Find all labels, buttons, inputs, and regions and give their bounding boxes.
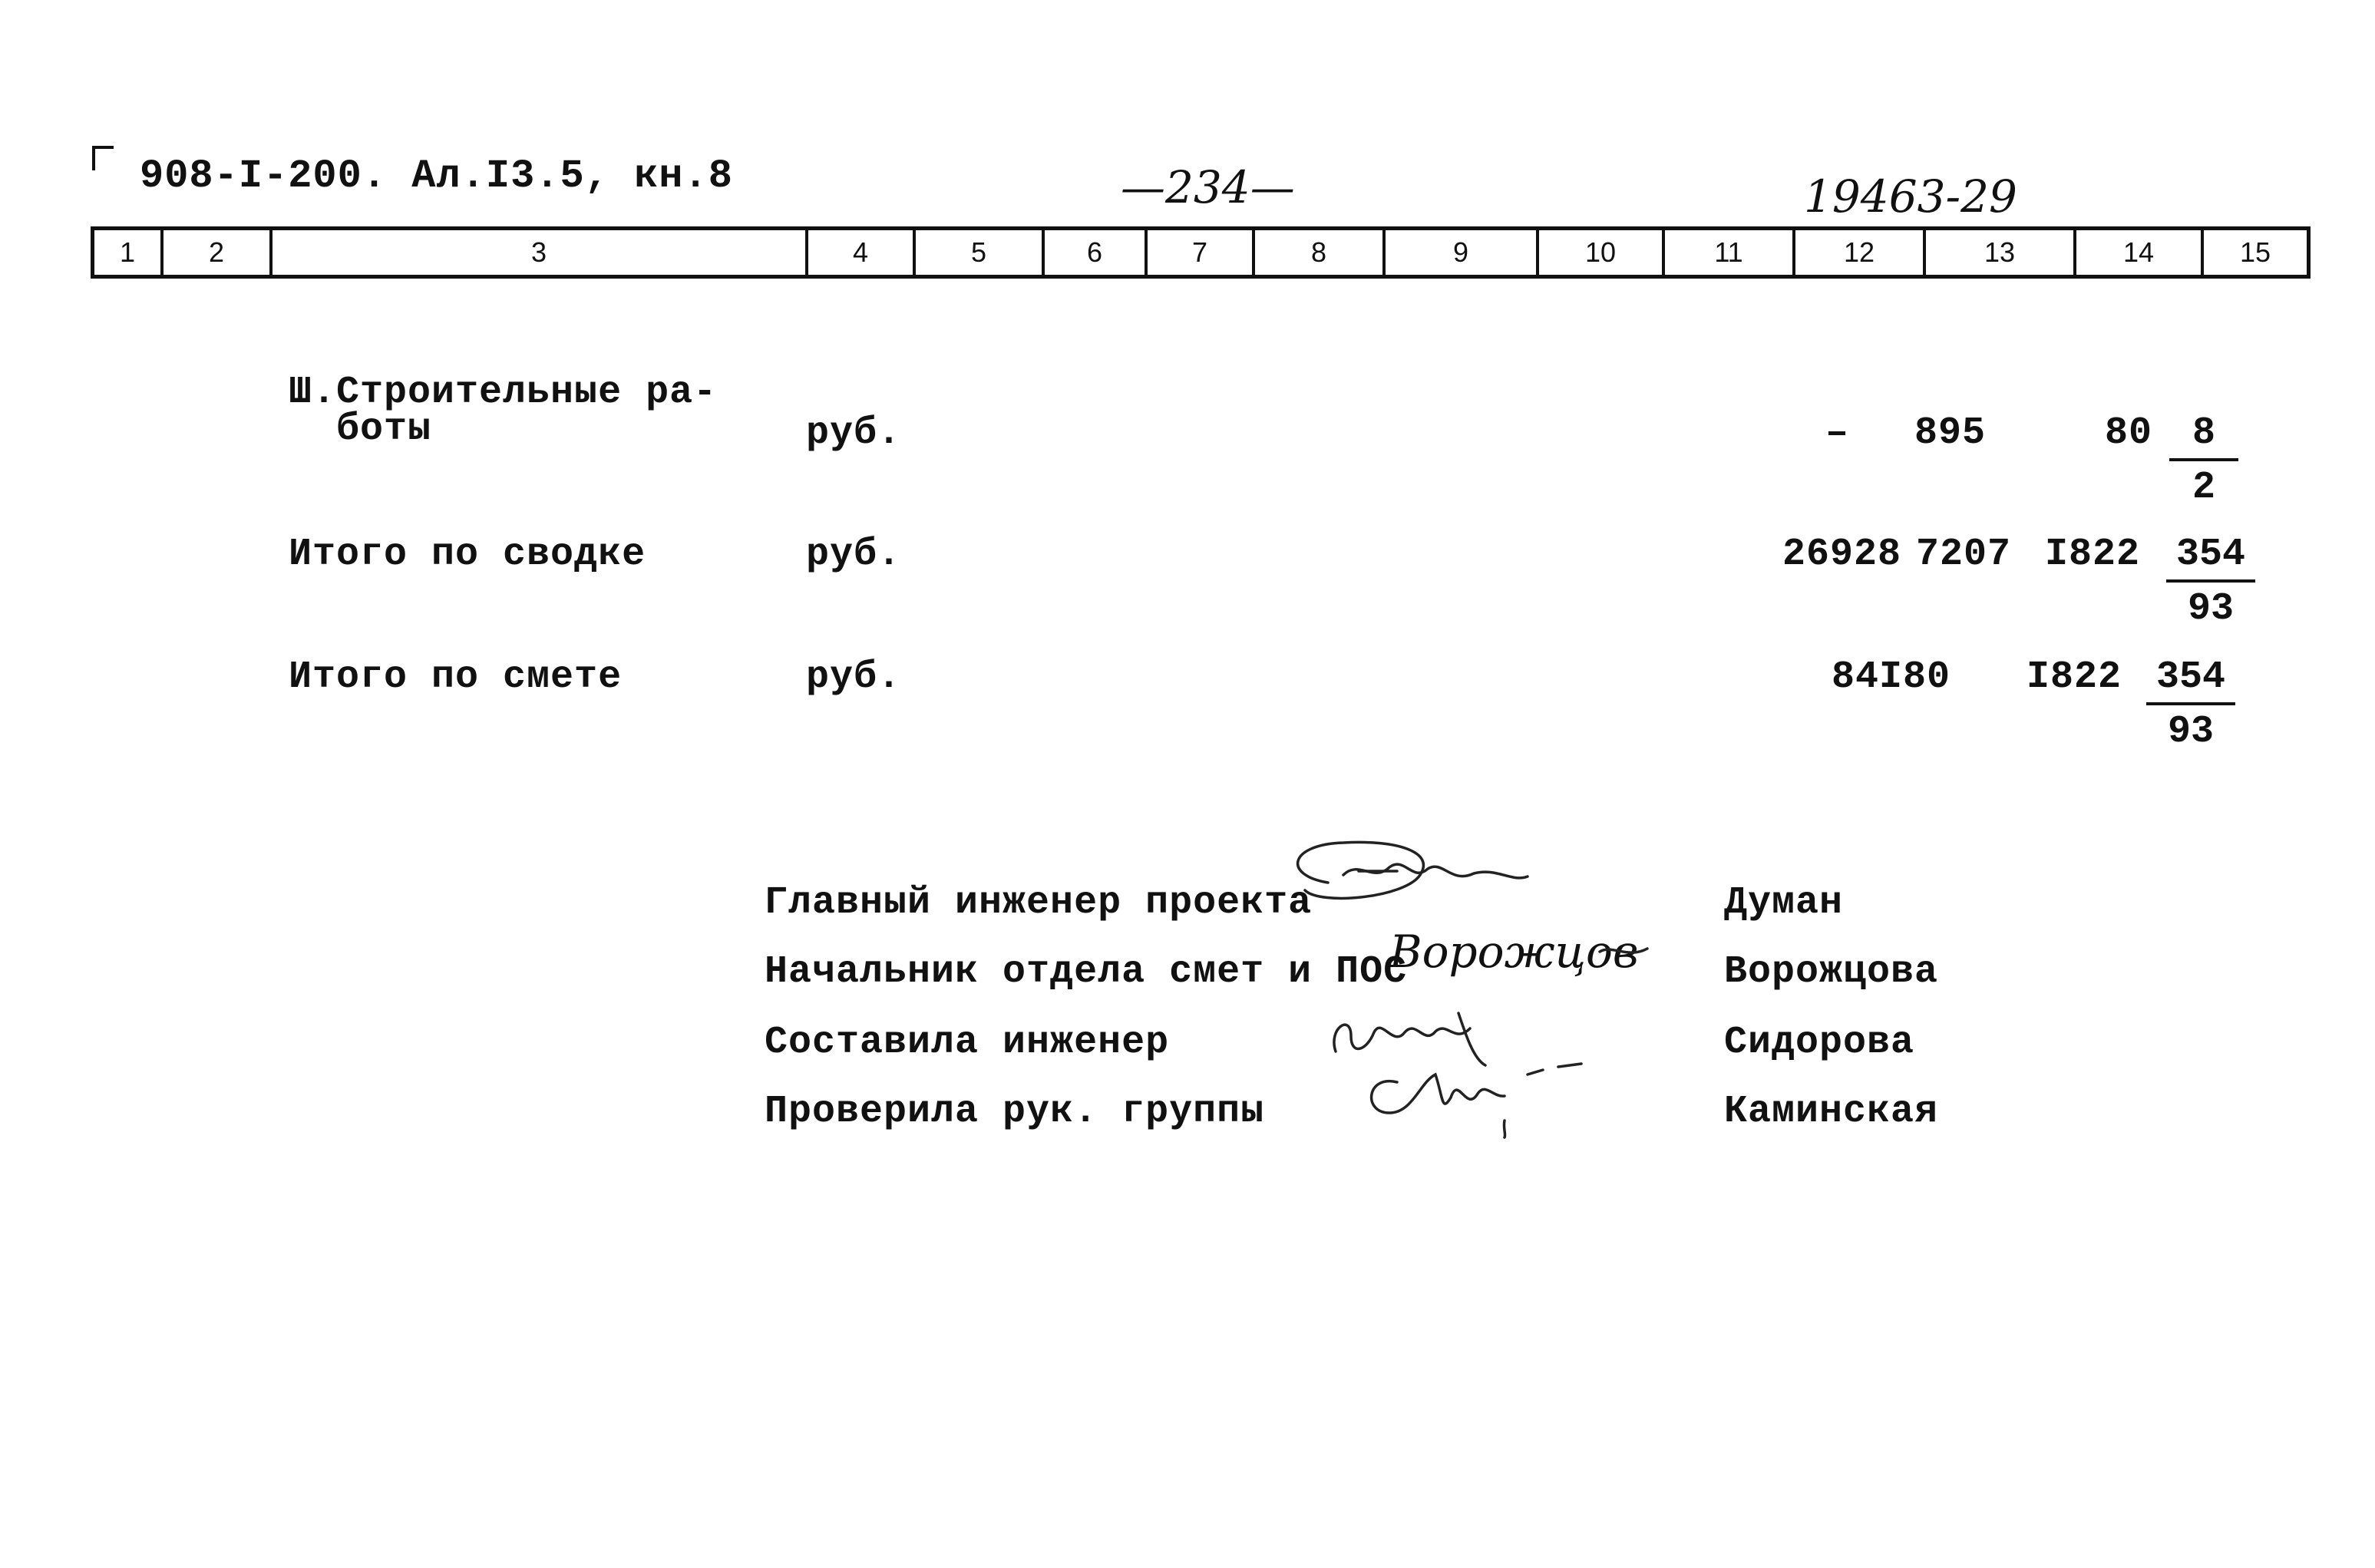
column-number: 9 (1386, 230, 1539, 275)
signature-role: Проверила рук. группы (765, 1090, 1265, 1134)
signature-handwritten-name: Ворожцов (1389, 926, 1639, 978)
document-code: 908-I-200. Ал.I3.5, кн.8 (140, 153, 733, 199)
cell-col15-fraction (2146, 655, 2235, 754)
column-number: 14 (2076, 230, 2204, 275)
cell-col13: 895 (1914, 411, 1987, 455)
signature-name: Думан (1724, 881, 1844, 925)
corner-mark (92, 146, 114, 170)
row-unit: руб. (806, 655, 902, 699)
cell-col14: I822 (2045, 533, 2141, 576)
cell-col12: 26928 (1782, 533, 1902, 576)
column-number: 6 (1045, 230, 1148, 275)
signature-flourish (1597, 941, 1650, 964)
signature-name: Сидорова (1724, 1021, 1915, 1065)
signature-name: Ворожцова (1724, 950, 1939, 994)
page-number: —234— (1121, 161, 1295, 213)
column-number: 7 (1148, 230, 1255, 275)
column-number: 15 (2239, 236, 2271, 268)
fraction-denominator: 2 (2192, 466, 2215, 510)
column-number: 2 (164, 230, 273, 275)
cell-col15-fraction (2169, 411, 2238, 510)
signature-role: Главный инженер проекта (765, 881, 1313, 925)
fraction-numerator: 8 (2169, 411, 2238, 461)
cell-col12: – (1825, 411, 1850, 455)
column-number: 3 (273, 230, 808, 275)
row-label: Ш.Строительные ра- боты (289, 371, 718, 451)
column-number: 12 (1795, 230, 1926, 275)
fraction-numerator: 354 (2146, 655, 2235, 705)
row-label: Итого по сводке (289, 533, 646, 576)
column-number: 5 (916, 230, 1045, 275)
cell-col14: 80 (2105, 411, 2153, 455)
row-unit: руб. (806, 411, 902, 455)
cell-col14: I822 (2027, 655, 2122, 699)
column-number: 4 (808, 230, 916, 275)
column-number: 11 (1665, 230, 1795, 275)
column-number-row (91, 226, 2311, 279)
archive-number: 19463-29 (1804, 170, 2017, 223)
column-number: 8 (1255, 230, 1386, 275)
signature-role: Начальник отдела смет и ПОС (765, 950, 1408, 994)
row-label: Итого по смете (289, 655, 623, 699)
fraction-numerator: 354 (2166, 533, 2255, 583)
signature-scribble-group-lead (1351, 1051, 1597, 1144)
fraction-denominator: 93 (2187, 587, 2234, 631)
column-number: 13 (1926, 230, 2076, 275)
signature-role: Составила инженер (765, 1021, 1170, 1065)
column-number: 10 (1539, 230, 1665, 275)
cell-col13: 7207 (1916, 533, 2012, 576)
fraction-denominator: 93 (2167, 710, 2214, 754)
cell-col15-fraction (2166, 533, 2255, 631)
signature-scribble-chief-engineer (1274, 829, 1551, 936)
column-number: 1 (94, 230, 164, 275)
signature-name: Каминская (1724, 1090, 1939, 1134)
cell-col12-13: 84I80 (1832, 655, 1951, 699)
row-unit: руб. (806, 533, 902, 576)
